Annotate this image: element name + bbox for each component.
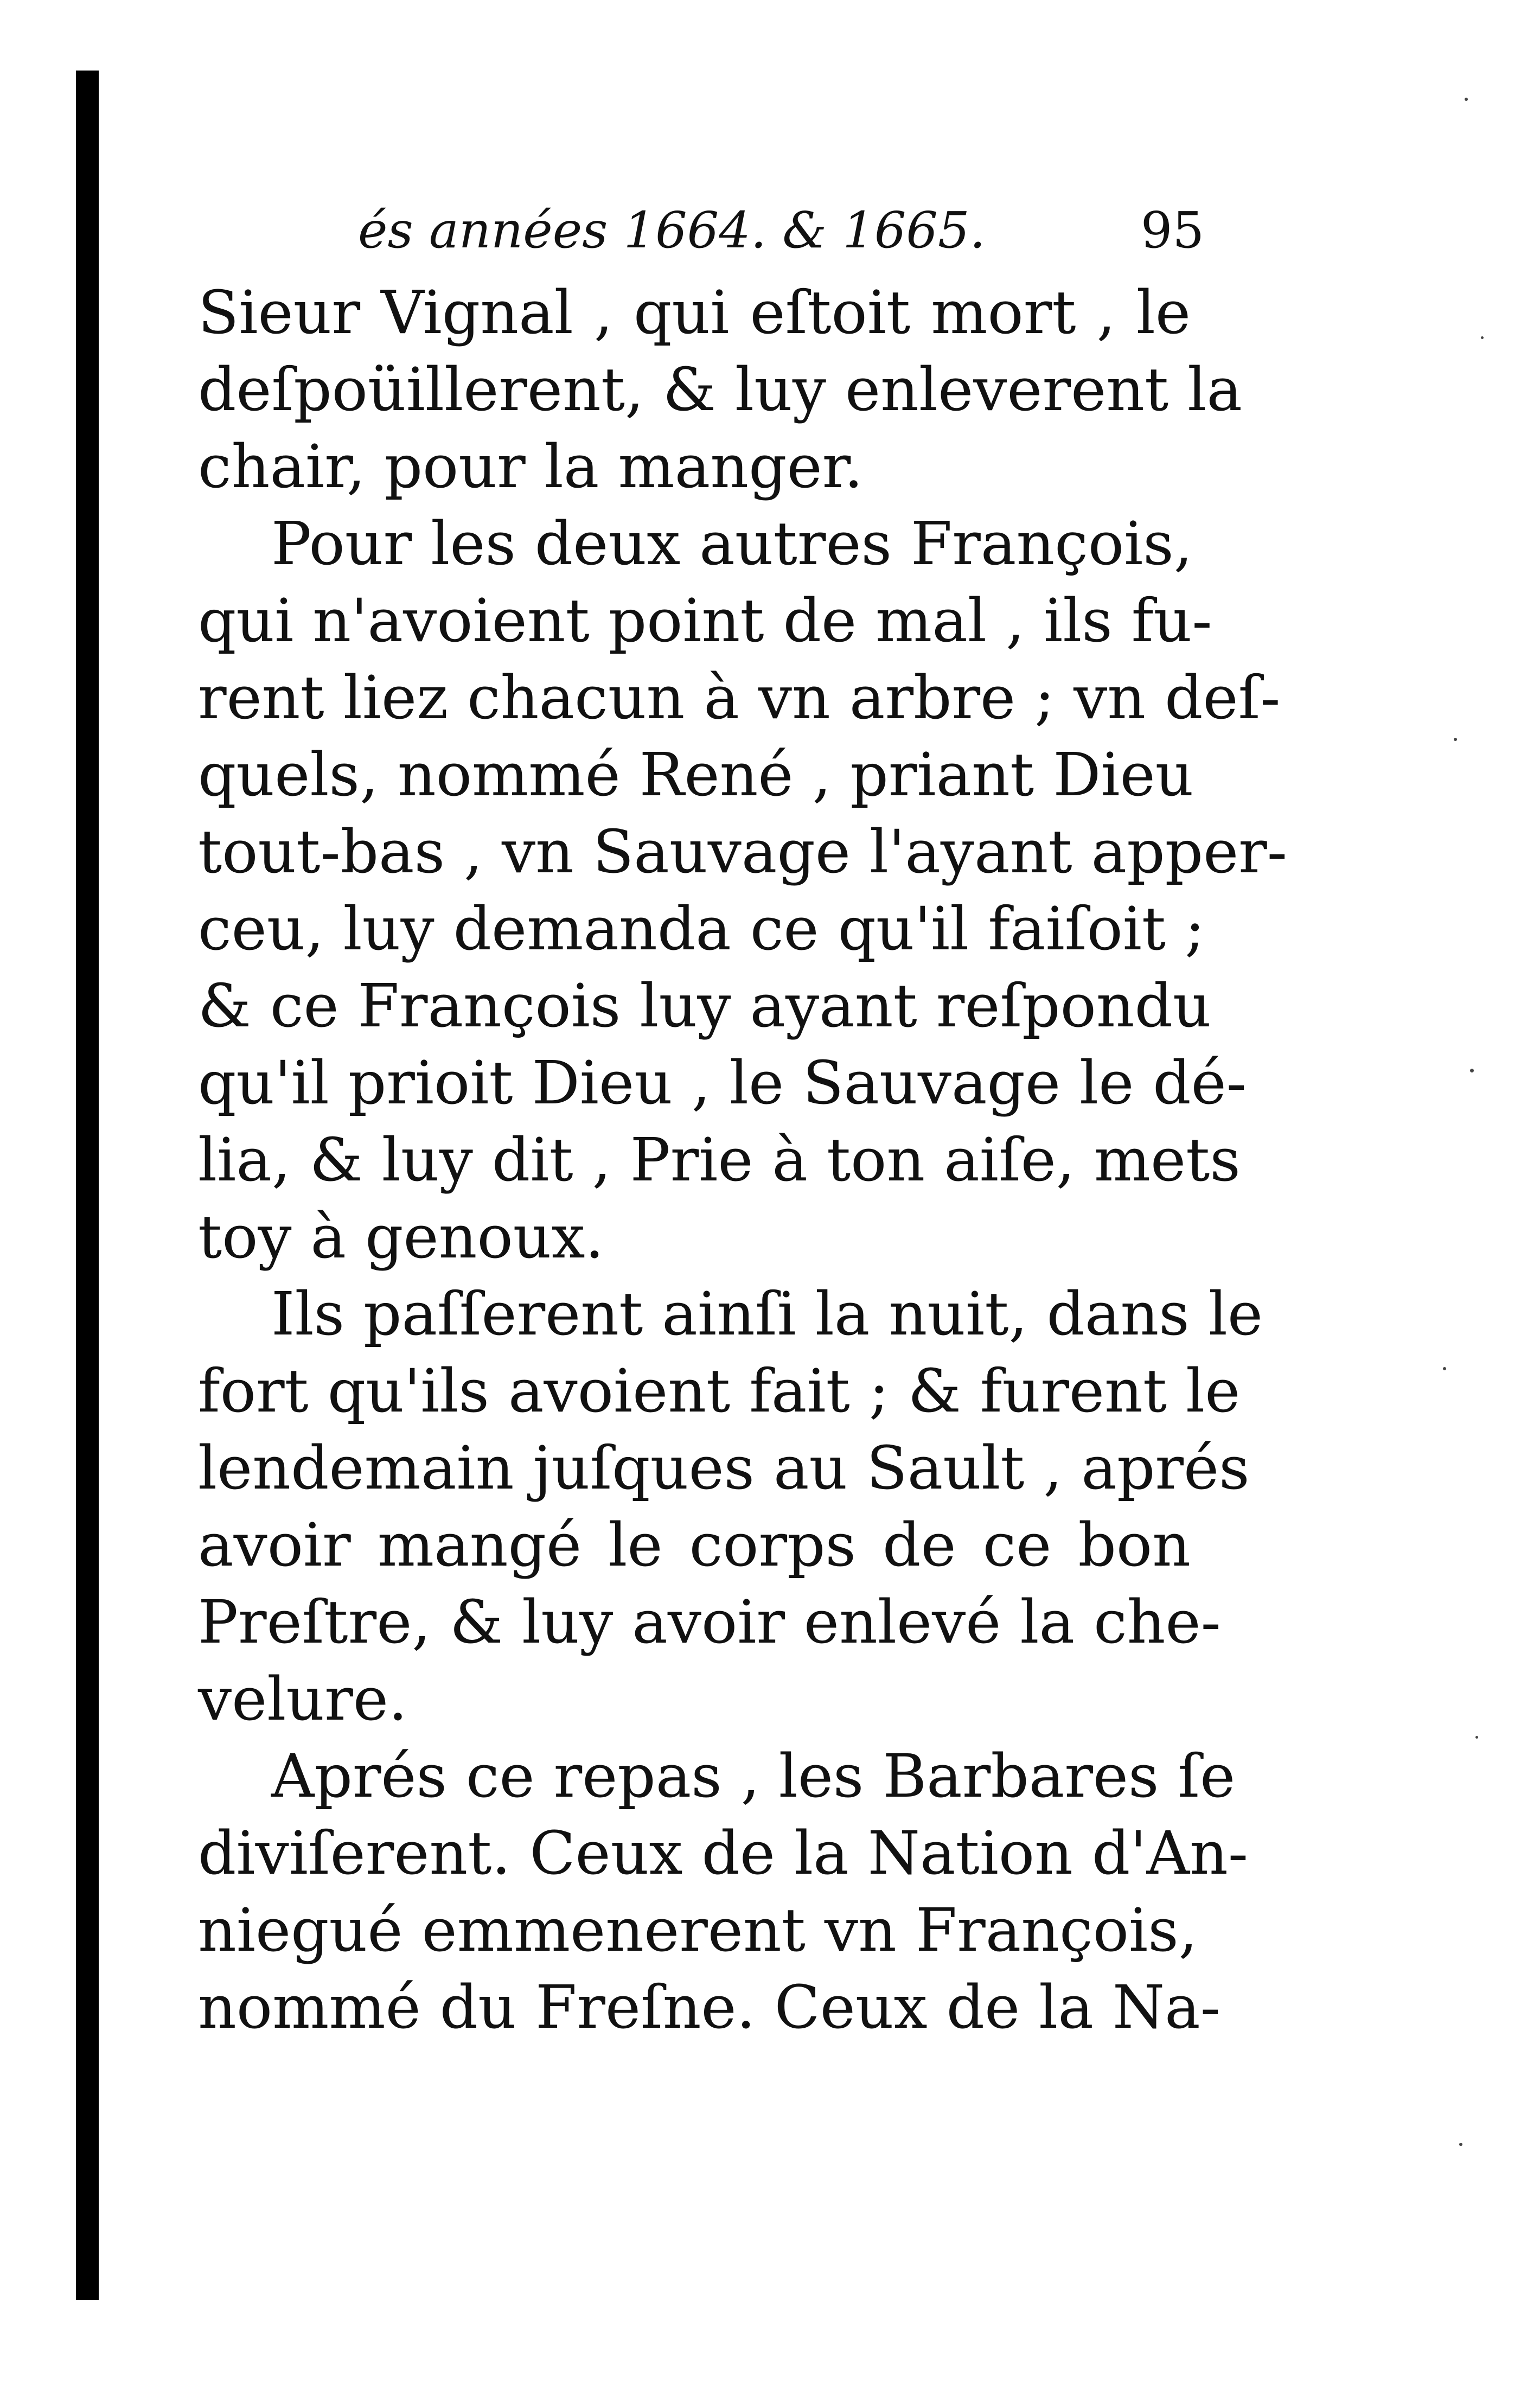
text-line: lendemain juſques au Sault , aprés (198, 1433, 1250, 1503)
text-line: Aprés ce repas , les Barbares ſe (271, 1741, 1236, 1811)
text-line: ceu, luy demanda ce qu'il faiſoit ; (198, 894, 1205, 963)
speck (1465, 98, 1468, 101)
speck (1481, 336, 1484, 339)
text-line: Sieur Vignal , qui eſtoit mort , le (198, 278, 1191, 347)
scan-specks (1432, 54, 1513, 2333)
text-line: qui n'avoient point de mal , ils fu- (198, 586, 1212, 655)
page-number: 95 (1140, 201, 1204, 259)
text-line: niegué emmenerent vn François, (198, 1895, 1198, 1965)
text-line: toy à genoux. (198, 1202, 604, 1272)
speck (1470, 1069, 1474, 1072)
text-line: rent liez chacun à vn arbre ; vn deſ- (198, 663, 1281, 732)
text-line: Preſtre, & luy avoir enlevé la che- (198, 1587, 1221, 1657)
running-head: és années 1664. & 1665. (358, 201, 986, 259)
text-line: & ce François luy ayant reſpondu (198, 971, 1211, 1040)
text-line: Pour les deux autres François, (271, 509, 1193, 578)
text-line: nommé du Freſne. Ceux de la Na- (198, 1972, 1221, 2042)
text-line: deſpoüillerent, & luy enleverent la (198, 355, 1242, 424)
text-line: quels, nommé René , priant Dieu (198, 740, 1194, 809)
speck (1454, 738, 1457, 741)
binding-edge (76, 71, 99, 2300)
text-line: Ils paſſerent ainſi la nuit, dans le (271, 1279, 1263, 1349)
text-line: lia, & luy dit , Prie à ton aiſe, mets (198, 1125, 1241, 1195)
text-line: chair, pour la manger. (198, 432, 864, 501)
speck (1443, 1367, 1446, 1370)
text-line: velure. (198, 1664, 407, 1734)
text-line: avoir mangé le corps de ce bon (198, 1510, 1191, 1580)
text-line: tout-bas , vn Sauvage l'ayant apper- (198, 817, 1287, 886)
speck (1475, 1736, 1478, 1739)
text-line: diviſerent. Ceux de la Nation d'An- (198, 1818, 1249, 1888)
text-line: qu'il prioit Dieu , le Sauvage le dé- (198, 1048, 1247, 1117)
body-text (198, 274, 1287, 2046)
speck (1459, 2143, 1462, 2146)
text-line: fort qu'ils avoient fait ; & furent le (198, 1356, 1241, 1426)
page-header (195, 193, 1204, 269)
